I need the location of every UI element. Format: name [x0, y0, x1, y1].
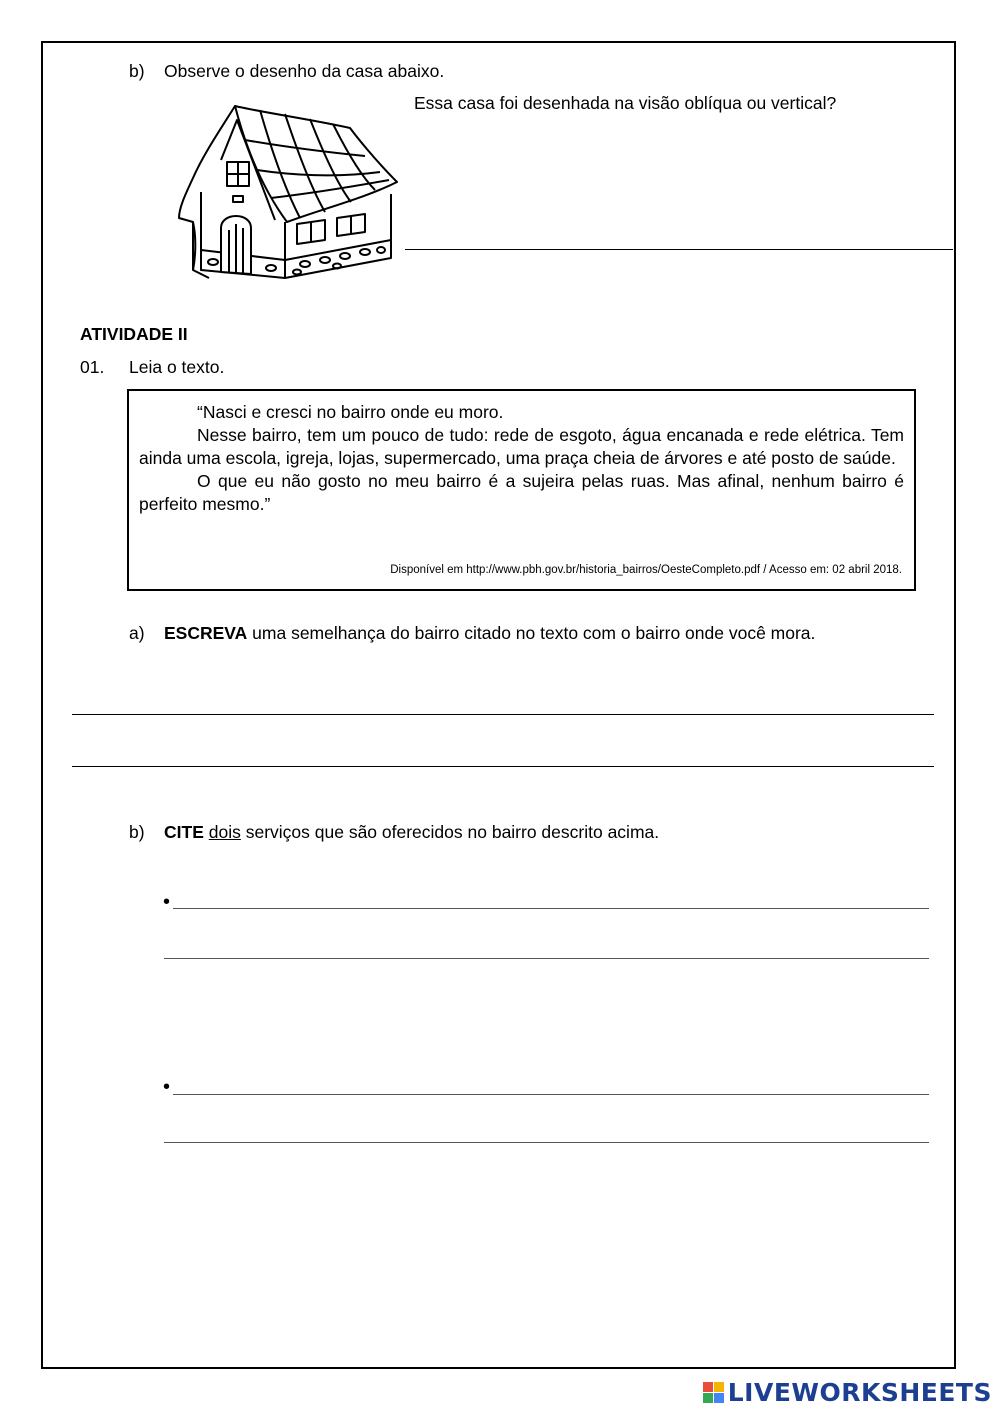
- house-illustration: [165, 100, 401, 296]
- bullet-1: •: [163, 891, 171, 913]
- part-b2-underlined: dois: [208, 822, 241, 842]
- quote-paragraph-2: Nesse bairro, tem um pouco de tudo: rede de esgoto, água encanada e rede elétrica. Tem ainda uma escola, igreja, lojas, supermercado, uma praça cheia de árvores e até posto de saúde.: [139, 425, 904, 468]
- answer-line-house[interactable]: [405, 249, 953, 250]
- quote-line-1: “Nasci e cresci no bairro onde eu moro.: [197, 402, 504, 422]
- part-b2-marker: b): [129, 822, 145, 842]
- part-a-keyword: ESCREVA: [164, 623, 248, 643]
- answer-line-b2-2[interactable]: [164, 958, 929, 959]
- part-a-rest: uma semelhança do bairro citado no texto com o bairro onde você mora.: [247, 623, 816, 643]
- part-b2-instruction: [164, 821, 659, 843]
- part-b2-keyword: CITE: [164, 822, 204, 842]
- answer-line-a-1[interactable]: [72, 714, 934, 715]
- part-b1-question: Essa casa foi desenhada na visão oblíqua ou vertical?: [414, 93, 837, 113]
- answer-line-b2-3[interactable]: [173, 1094, 929, 1095]
- liveworksheets-logo-icon: [703, 1382, 724, 1403]
- part-b1-instruction: Observe o desenho da casa abaixo.: [164, 61, 445, 81]
- item-instruction: Leia o texto.: [129, 357, 225, 377]
- answer-line-a-2[interactable]: [72, 766, 934, 767]
- liveworksheets-brand: LIVEWORKSHEETS: [727, 1377, 992, 1407]
- quote-source: Disponível em http://www.pbh.gov.br/historia_bairros/OesteCompleto.pdf / Acesso em: 02 abril 2018.: [390, 564, 902, 576]
- bullet-2: •: [163, 1076, 171, 1098]
- part-a-instruction: [164, 622, 815, 644]
- quote-box: [127, 389, 916, 591]
- activity-title: ATIVIDADE II: [80, 324, 188, 344]
- liveworksheets-watermark: [703, 1377, 992, 1407]
- answer-line-b2-1[interactable]: [173, 908, 929, 909]
- quote-paragraph-3: O que eu não gosto no meu bairro é a sujeira pelas ruas. Mas afinal, nenhum bairro é perfeito mesmo.”: [139, 471, 904, 514]
- part-b2-rest: serviços que são oferecidos no bairro descrito acima.: [240, 822, 660, 842]
- part-b1-marker: b): [129, 61, 145, 81]
- part-a-marker: a): [129, 623, 145, 643]
- item-number: 01.: [80, 357, 105, 377]
- answer-line-b2-4[interactable]: [164, 1142, 929, 1143]
